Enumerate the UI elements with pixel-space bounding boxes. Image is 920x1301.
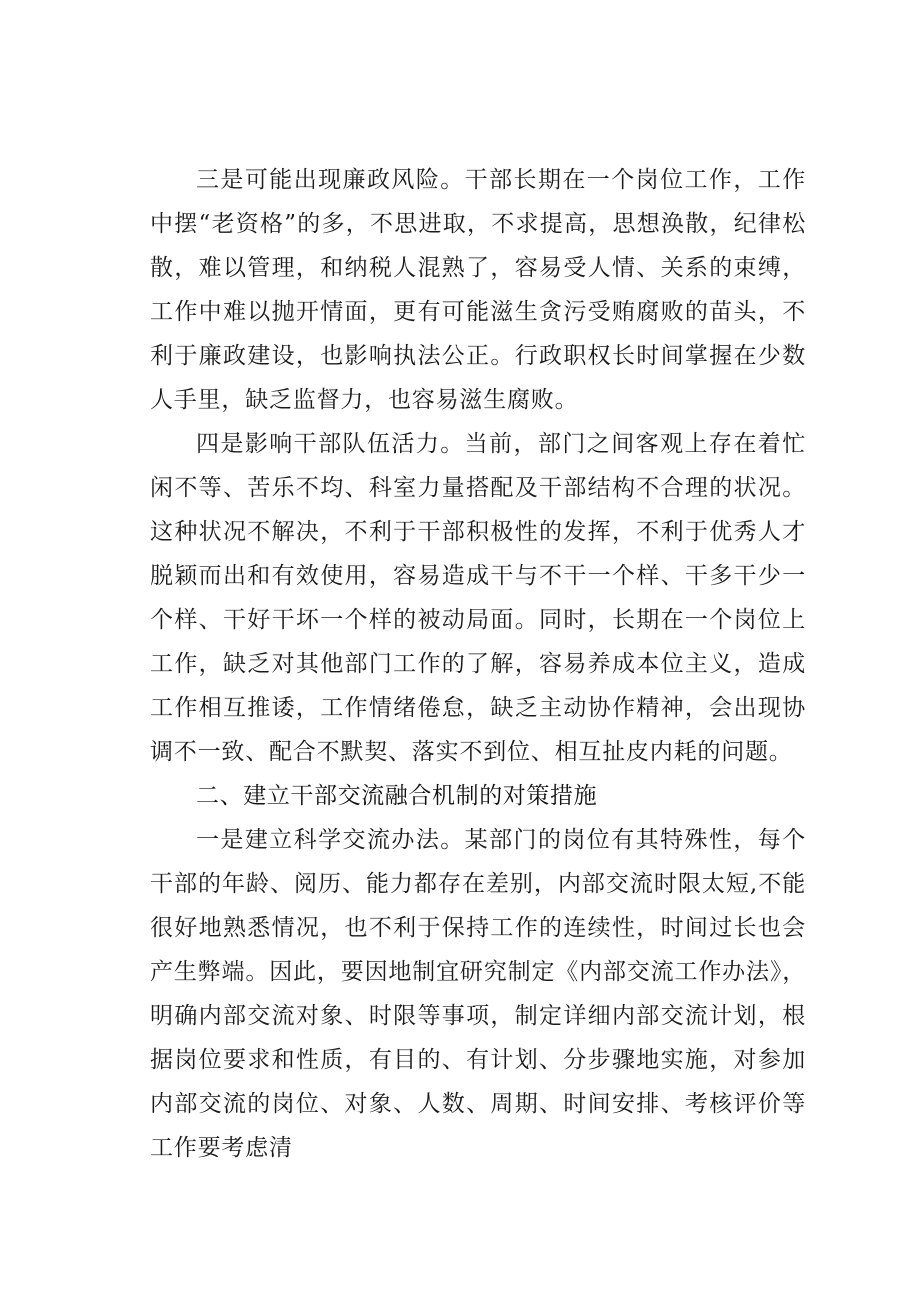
paragraph-integrity-risk: 三是可能出现廉政风险。干部长期在一个岗位工作，工作中摆“老资格”的多，不思进取，不求提高，思想涣散，纪律松散，难以管理，和纳税人混熟了，容易受人情、关系的束缚，工作中难以抛开情面，更有可能滋生贪污受贿腐败的苗头，不利于廉政建设，也影响执法公正。行政职权长时间掌握在少数人手里，缺乏监督力，也容易滋生腐败。: [150, 167, 806, 413]
paragraph-exchange-method: 一是建立科学交流办法。某部门的岗位有其特殊性，每个干部的年龄、阅历、能力都存在差别，内部交流时限太短,不能很好地熟悉情况，也不利于保持工作的连续性，时间过长也会产生弊端。因此，要因地制宜研究制定《内部交流工作办法》，明确内部交流对象、时限等事项，制定详细内部交流计划，根据岗位要求和性质，有目的、有计划、分步骤地实施，对参加内部交流的岗位、对象、人数、周期、时间安排、考核评价等工作要考虑清: [150, 827, 806, 1161]
paragraph-team-vitality: 四是影响干部队伍活力。当前，部门之间客观上存在着忙闲不等、苦乐不均、科室力量搭配及干部结构不合理的状况。这种状况不解决，不利于干部积极性的发挥，不利于优秀人才脱颖而出和有效使用，容易造成干与不干一个样、干多干少一个样、干好干坏一个样的被动局面。同时，长期在一个岗位上工作，缺乏对其他部门工作的了解，容易养成本位主义，造成工作相互推诿，工作情绪倦怠，缺乏主动协作精神，会出现协调不一致、配合不默契、落实不到位、相互扯皮内耗的问题。: [150, 431, 806, 765]
document-body: [150, 158, 806, 1170]
section-heading: 二、建立干部交流融合机制的对策措施: [196, 783, 598, 809]
